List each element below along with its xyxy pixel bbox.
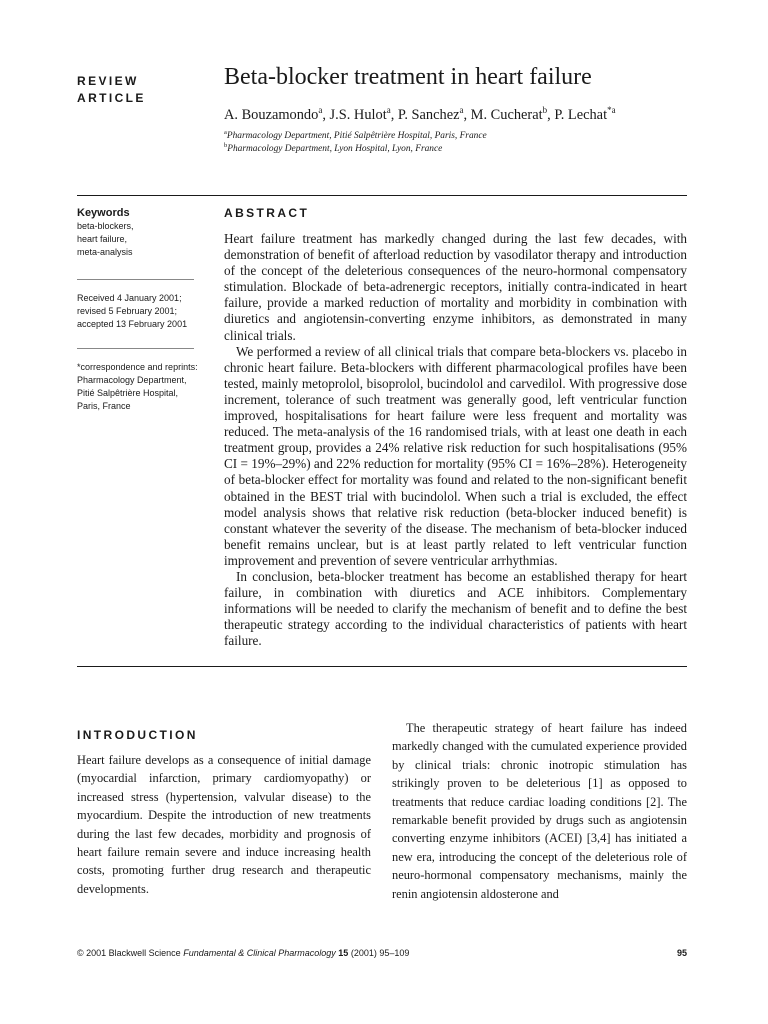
keywords-heading: Keywords <box>77 207 130 219</box>
correspondence-block <box>77 361 207 413</box>
date-accepted: accepted 13 February 2001 <box>77 319 188 329</box>
introduction-heading: INTRODUCTION <box>77 728 198 742</box>
abstract-paragraph: In conclusion, beta-blocker treatment has become an established therapy for heart failure, in combination with diuretics and ACE inhibitors. Complementary informations will be needed to clarify the mechanism of benefit and to define the best therapeutic strategy according to the individual characteristics of patients with heart failure. <box>224 568 687 649</box>
affiliation-text: Pharmacology Department, Lyon Hospital, Lyon, France <box>227 144 443 155</box>
footer-copyright: © 2001 Blackwell Science <box>77 948 181 958</box>
introduction-column-2 <box>392 719 687 903</box>
abstract-body <box>224 231 687 649</box>
author <box>554 107 615 123</box>
body-paragraph: The therapeutic strategy of heart failure has indeed markedly changed with the cumulated experience provided by clinical trials: chronic inotropic stimulation has strikingly proven to be deleterious [1] as opposed to treatments that reduce cardiac loading conditions [2]. The remarkable benefit provided by drugs such as angiotensin converting enzyme inhibitors (ACEI) [3,4] has initiated a new era, introducing the concept of the deleterious role of neuro-hormonal compensatory mechanisms, mainly the renin angiotensin aldosterone and <box>392 721 687 901</box>
author-name: P. Lechat <box>554 106 608 123</box>
abstract-paragraph: Heart failure treatment has markedly changed during the last few decades, with demonstration of benefit of afterload reduction by vasodilator therapy and introduction of the concept of the deleterious consequences of the neuro-hormonal compensatory stimulation. Blockade of beta-adrenergic receptors, initially contra-indicated in heart failure, provide a marked reduction of mortality and morbidity in combination with diuretics and angiotensin-converting enzyme inhibitors, as demonstrated in many clinical trials. <box>224 231 687 343</box>
page-number: 95 <box>676 948 687 958</box>
affiliation-marker: b <box>224 142 228 149</box>
keyword-item: beta-blockers, <box>77 221 134 231</box>
author-separator: , <box>390 106 398 123</box>
author-affiliation-marker: a <box>459 105 464 115</box>
date-received: Received 4 January 2001; <box>77 293 182 303</box>
affiliation-marker: a <box>224 129 227 136</box>
affiliation-b <box>224 139 442 156</box>
author-name: M. Cucherat <box>470 106 543 123</box>
keyword-item: heart failure, <box>77 234 128 244</box>
author-affiliation-marker: *a <box>607 105 616 115</box>
author-affiliation-marker: a <box>386 105 391 115</box>
sidebar-divider <box>77 348 194 349</box>
author-separator: , <box>547 106 555 123</box>
author-name: P. Sanchez <box>397 106 460 123</box>
author-separator: , <box>463 106 471 123</box>
footer-year-pages: (2001) 95–109 <box>350 948 410 958</box>
keyword-item: meta-analysis <box>77 247 133 257</box>
author-list <box>224 101 616 124</box>
footer-journal: Fundamental & Clinical Pharmacology <box>183 948 336 958</box>
author-affiliation-marker: b <box>542 105 548 115</box>
author-name: A. Bouzamondo <box>224 106 319 123</box>
abstract-paragraph: We performed a review of all clinical trials that compare beta-blockers vs. placebo in chronic heart failure. Beta-blockers with different pharmacological profiles have been tested, mainly metoprolol, bisoprolol, bucindolol and carvedilol. With progressive dose increment, tolerance of such treatment was generally good, left ventricular function improved, hospitalisations for heart failure were less frequent and mortality was reduced. The meta-analysis of the 16 randomised trials, with at least one death in each treatment group, provides a 24% relative risk reduction for such hospitalisations (95% CI = 19%–29%) and 22% reduction for mortality (95% CI = 16%–28%). Heterogeneity of beta-blocker effect for mortality was found and related to the non-significant benefit obtained in the BEST trial with bucindolol. When such a trial is excluded, the effect model analysis shows that relative risk reduction (beta-blocker induced benefit) is constant whatever the severity of the disease. The mechanism of beta-blocker induced benefit remains unclear, but is at least partly related to left ventricular function improvement and prevention of severe ventricular arrhythmias. <box>224 343 687 568</box>
abstract-heading: ABSTRACT <box>224 206 310 220</box>
abstract-rule <box>77 666 687 667</box>
author <box>398 107 471 123</box>
correspondence-line: Paris, France <box>77 401 131 411</box>
author <box>224 107 330 123</box>
sidebar-divider <box>77 279 194 280</box>
author-separator: , <box>322 106 330 123</box>
dates-block <box>77 292 207 331</box>
article-type-line1: REVIEW <box>77 74 139 88</box>
date-revised: revised 5 February 2001; <box>77 306 178 316</box>
correspondence-line: Pharmacology Department, <box>77 375 187 385</box>
body-paragraph: Heart failure develops as a consequence of initial damage (myocardial infarction, primary cardiomyopathy) or increased stress (hypertension, valvular disease) to the myocardium. Despite the introduction of new treatments during the last few decades, morbidity and prognosis of heart failure remain severe and induce increasing health costs, promoting further drug research and therapeutic developments. <box>77 753 371 896</box>
article-type-label <box>77 73 146 107</box>
author-name: J.S. Hulot <box>329 106 387 123</box>
footer-citation <box>77 947 409 959</box>
header-rule <box>77 195 687 196</box>
article-title: Beta-blocker treatment in heart failure <box>224 64 592 90</box>
footer-volume: 15 <box>338 948 349 958</box>
introduction-column-1 <box>77 751 371 898</box>
author-affiliation-marker: a <box>318 105 323 115</box>
author <box>330 107 398 123</box>
keywords-block <box>77 206 207 259</box>
article-type-line2: ARTICLE <box>77 91 146 105</box>
author <box>471 107 555 123</box>
correspondence-line: *correspondence and reprints: <box>77 362 198 372</box>
correspondence-line: Pitié Salpêtrière Hospital, <box>77 388 179 398</box>
affiliation-text: Pharmacology Department, Pitié Salpêtrière Hospital, Paris, France <box>226 131 487 142</box>
